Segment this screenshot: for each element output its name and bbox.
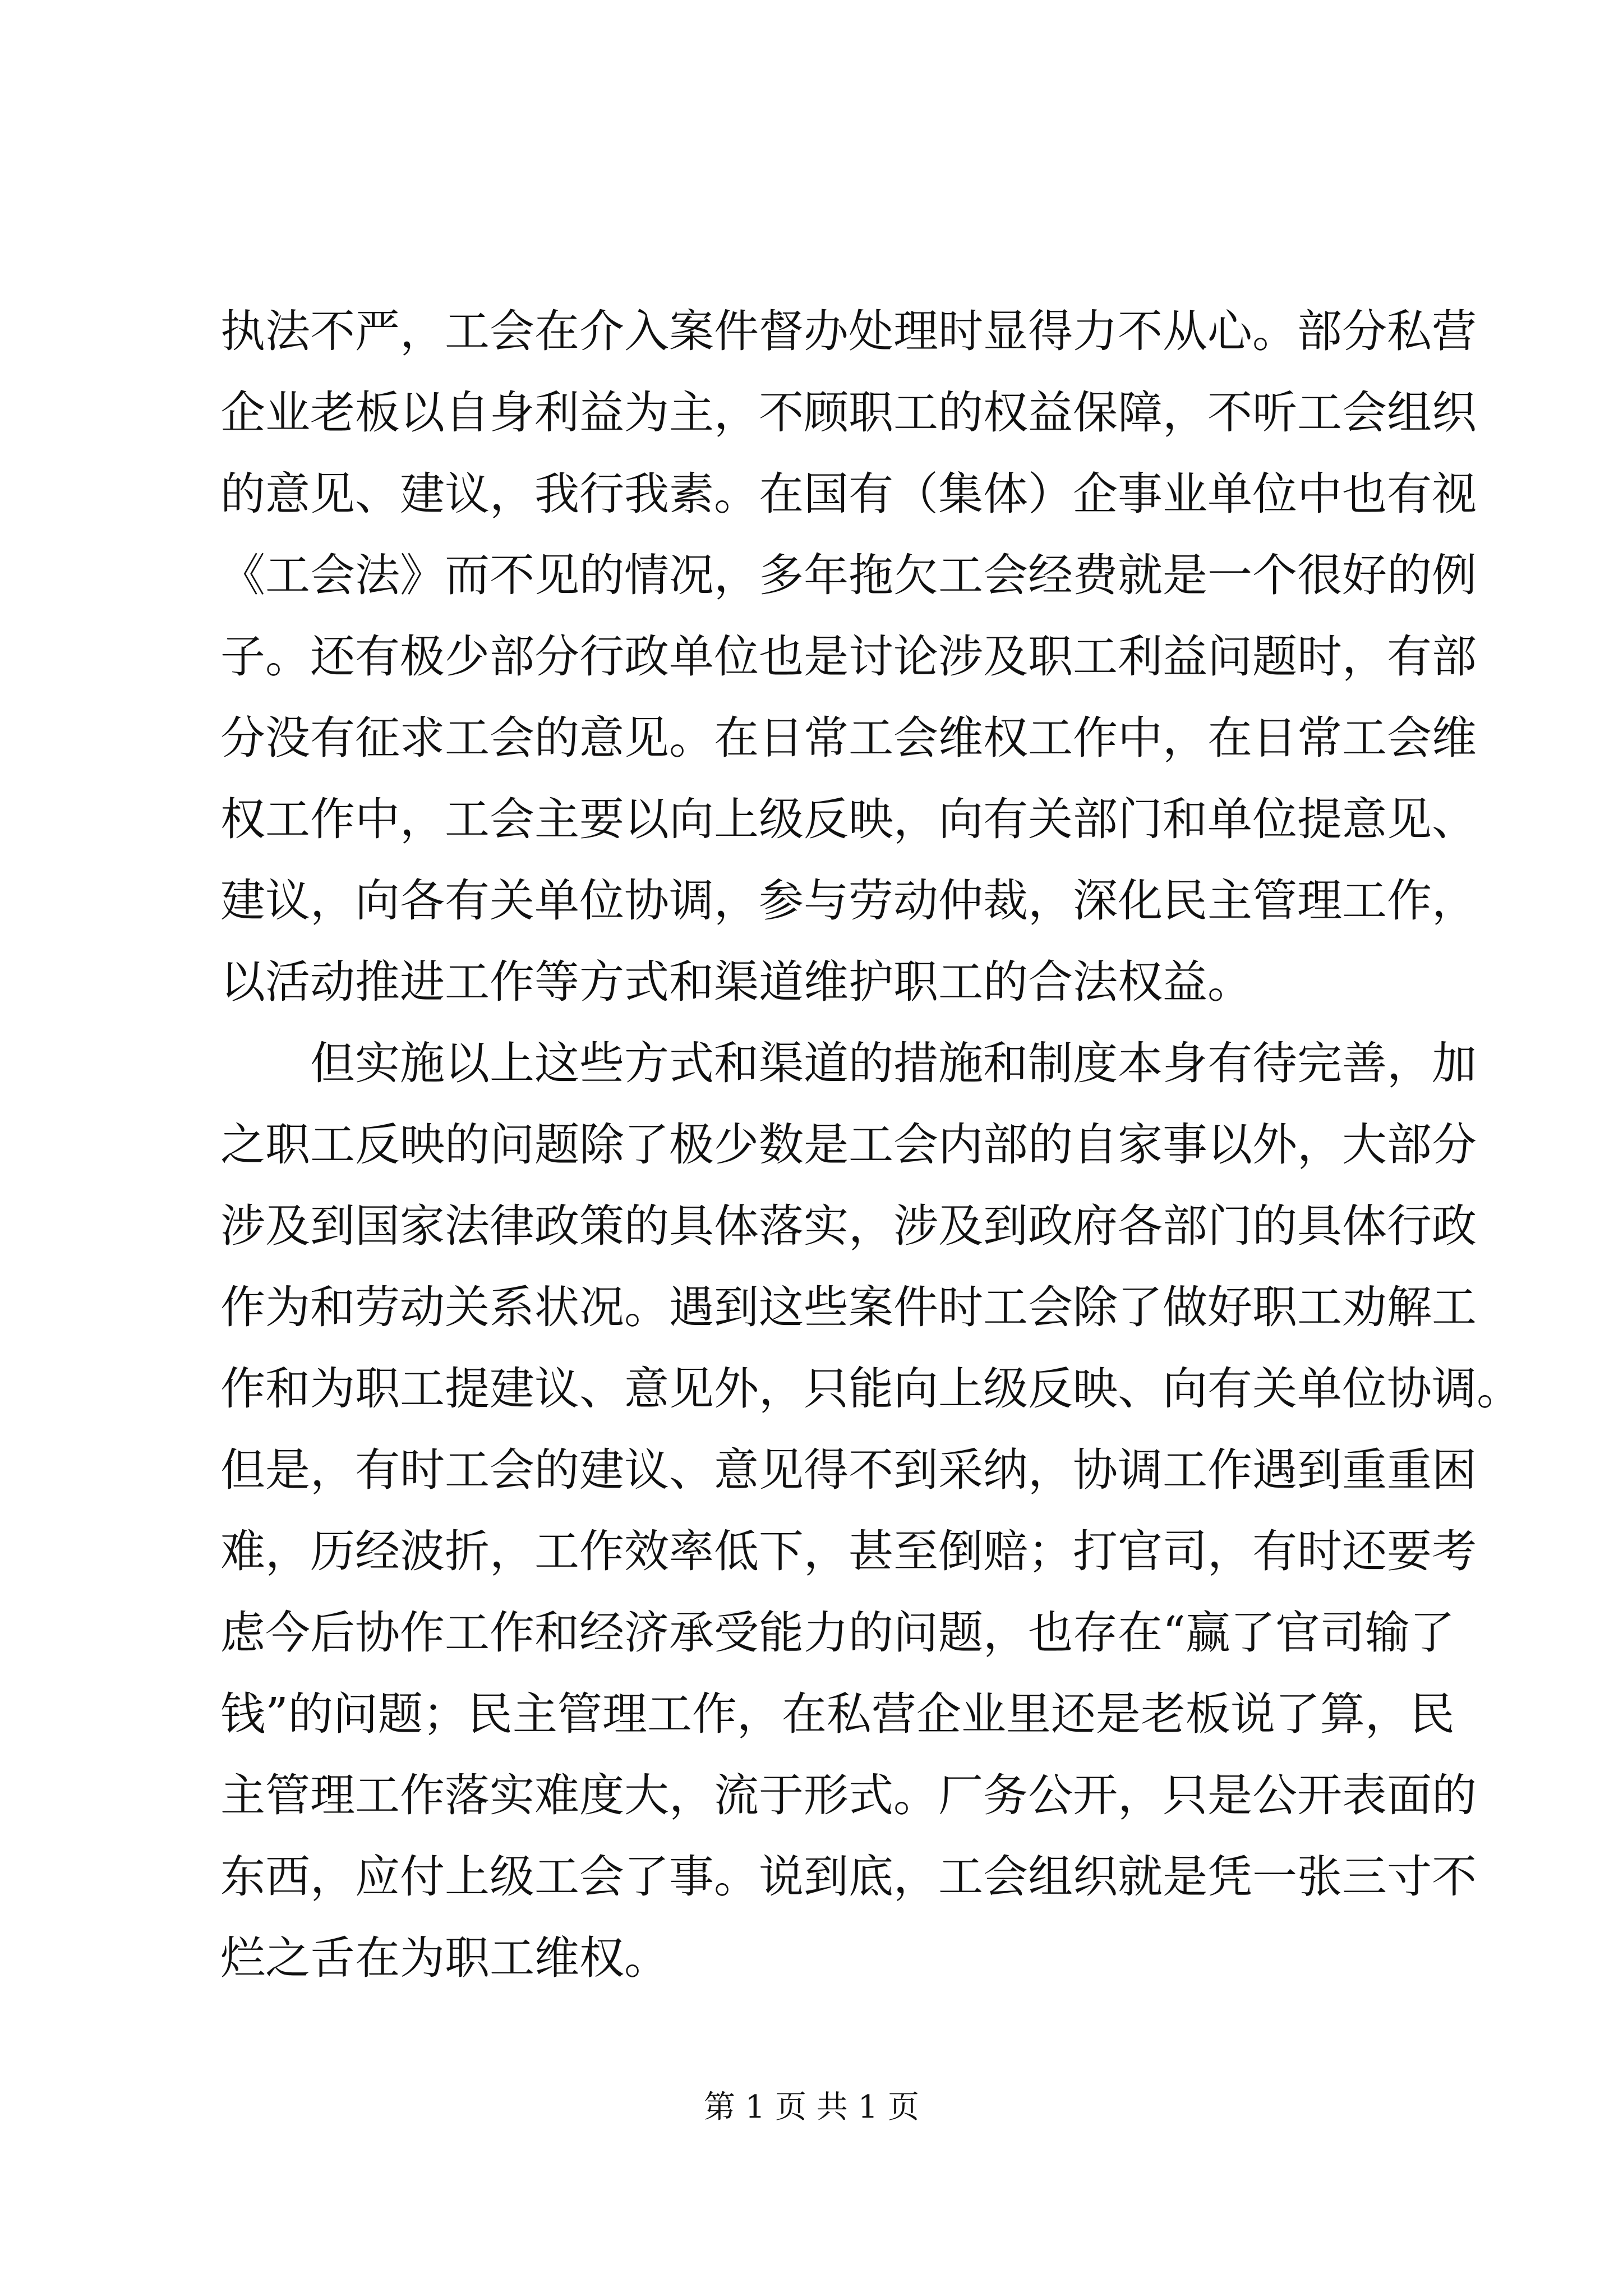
paragraph-2-line-4: 作为和劳动关系状况。遇到这些案件时工会除了做好职工劝解工 (220, 1281, 1477, 1333)
body-text (220, 291, 1521, 1999)
paragraph-2-line-12: 烂之舌在为职工维权。 (220, 1932, 669, 1984)
paragraph-1-line-6: 分没有征求工会的意见。在日常工会维权工作中，在日常工会维 (220, 712, 1477, 764)
paragraph-2-line-8: 虑今后协作工作和经济承受能力的问题，也存在“赢了官司输了 (220, 1607, 1455, 1659)
paragraph-1-line-4: 《工会法》而不见的情况，多年拖欠工会经费就是一个很好的例 (220, 549, 1477, 601)
paragraph-2-line-7: 难，历经波折，工作效率低下，甚至倒赔；打官司，有时还要考 (220, 1525, 1477, 1577)
paragraph-2-line-5: 作和为职工提建议、意见外，只能向上级反映、向有关单位协调。 (220, 1363, 1521, 1415)
paragraph-2-line-9: 钱”的问题；民主管理工作，在私营企业里还是老板说了算，民 (220, 1688, 1455, 1740)
paragraph-1-line-3: 的意见、建议，我行我素。在国有（集体）企事业单位中也有视 (220, 468, 1477, 520)
page-number-footer: 第 1 页 共 1 页 (703, 2089, 920, 2125)
paragraph-1-line-8: 建议，向各有关单位协调，参与劳动仲裁，深化民主管理工作， (220, 875, 1477, 927)
paragraph-2-line-3: 涉及到国家法律政策的具体落实，涉及到政府各部门的具体行政 (220, 1200, 1477, 1252)
paragraph-1-line-5: 子。还有极少部分行政单位也是讨论涉及职工利益问题时，有部 (220, 631, 1477, 683)
paragraph-2-line-10: 主管理工作落实难度大，流于形式。厂务公开，只是公开表面的 (220, 1769, 1477, 1821)
paragraph-2-line-6: 但是，有时工会的建议、意见得不到采纳，协调工作遇到重重困 (220, 1444, 1477, 1496)
paragraph-1-line-2: 企业老板以自身利益为主，不顾职工的权益保障，不听工会组织 (220, 386, 1477, 439)
paragraph-1-line-1: 执法不严，工会在介入案件督办处理时显得力不从心。部分私营 (220, 305, 1477, 357)
paragraph-2-line-11: 东西，应付上级工会了事。说到底，工会组织就是凭一张三寸不 (220, 1851, 1477, 1903)
paragraph-2-line-1: 但实施以上这些方式和渠道的措施和制度本身有待完善，加 (310, 1037, 1477, 1089)
paragraph-1-line-9: 以活动推进工作等方式和渠道维护职工的合法权益。 (220, 956, 1252, 1008)
paragraph-2-line-2: 之职工反映的问题除了极少数是工会内部的自家事以外，大部分 (220, 1119, 1477, 1171)
paragraph-1-line-7: 权工作中，工会主要以向上级反映，向有关部门和单位提意见、 (220, 793, 1477, 845)
